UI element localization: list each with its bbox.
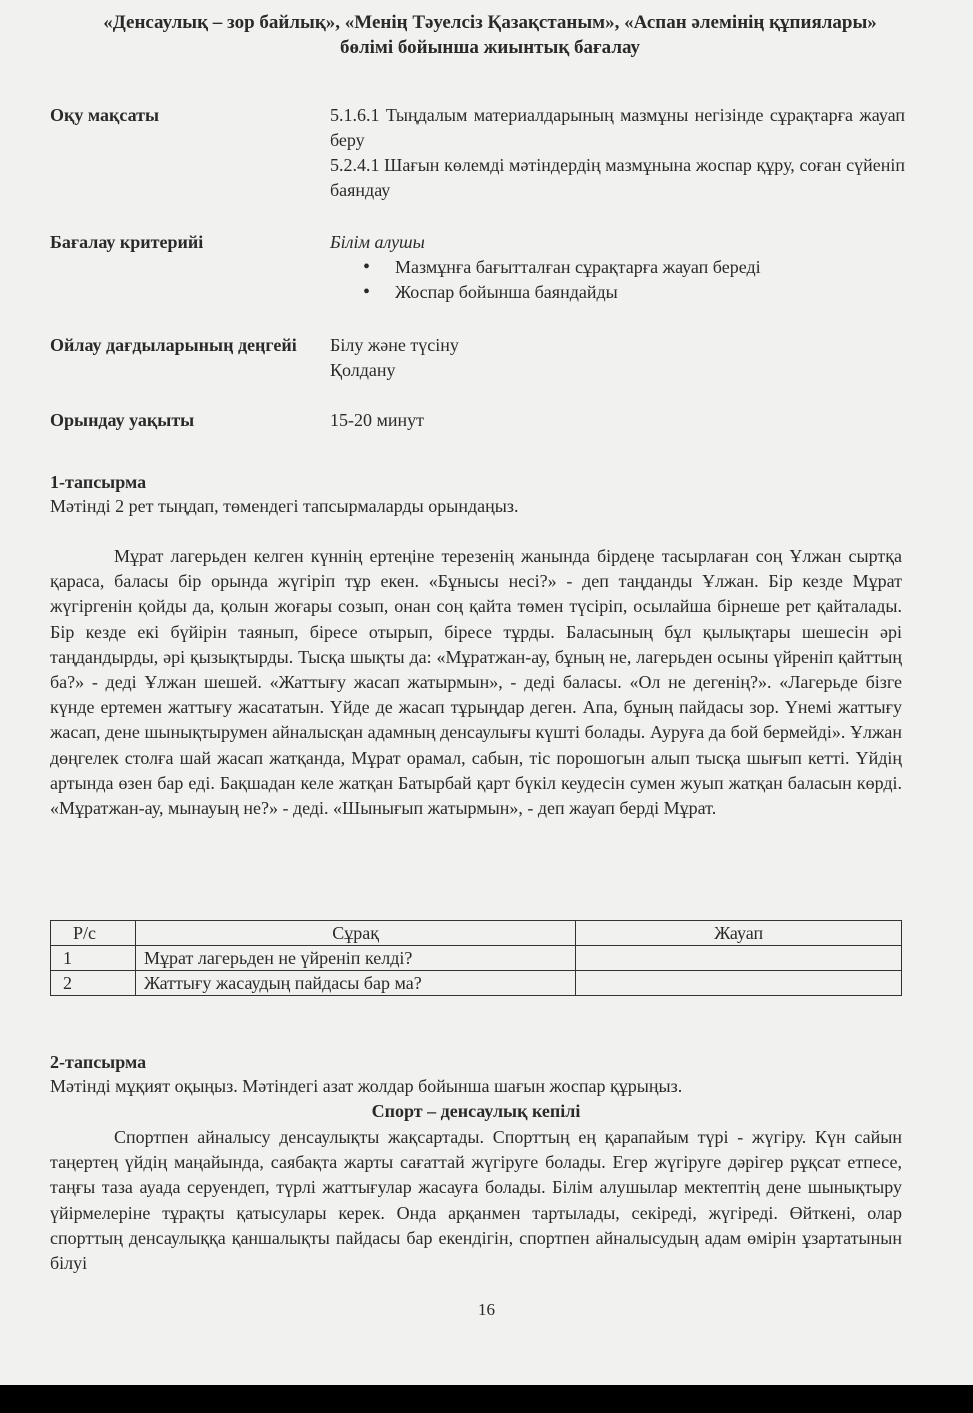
thinking-level-1: Білу және түсіну bbox=[330, 335, 459, 355]
page-title: «Денсаулық – зор байлық», «Менің Тәуелсіз Қазақстаным», «Аспан әлемінің құпиялары» бөлімі бойынша жиынтық бағалау bbox=[103, 12, 877, 58]
learning-goal-value bbox=[330, 103, 905, 203]
criteria-label: Бағалау критерийі bbox=[50, 232, 204, 252]
row-answer-cell[interactable] bbox=[576, 971, 902, 996]
time-label: Орындау уақыты bbox=[50, 410, 195, 430]
criteria-item: • Мазмұнға бағытталған сұрақтарға жауап береді bbox=[330, 255, 905, 280]
row-question: Жаттығу жасаудың пайдасы бар ма? bbox=[135, 971, 575, 996]
criteria-list bbox=[330, 255, 905, 305]
table-row bbox=[51, 971, 902, 996]
page-number: 16 bbox=[478, 1300, 495, 1319]
criteria-item: • Жоспар бойынша баяндайды bbox=[330, 280, 905, 305]
thinking-value bbox=[330, 333, 905, 383]
task2-instruction: Мәтінді мұқият оқыңыз. Мәтіндегі азат жолдар бойынша шағын жоспар құрыңыз. bbox=[50, 1076, 683, 1096]
thinking-label: Ойлау дағдыларының деңгейі bbox=[50, 335, 297, 355]
row-answer-cell[interactable] bbox=[576, 946, 902, 971]
task1-text: Мұрат лагерьден келген күннің ертеңіне терезенің жанында бірдеңе тасырлаған соң Ұлжан сыртқа қараса, баласы бір орында жүгіріп тұр екен. «Бұнысы несі?» - деп таңданды Ұлжан. Бір кезде Мұрат жүгіргенін қойды да, қолын жоғары созып, онан соң қайта төмен түсіріп, осылайша бірнеше рет қайталады. Бір кезде екі бүйірін таянып, біресе отырып, біресе тұрды. Баласының бұл қылықтары шешесін әрі таңдандырды, әрі қызықтырды. Тысқа шықты да: «Мұратжан-ау, бұның не, лагерьден осыны үйреніп қайттың ба?» - деді Ұлжан шешей. «Жаттығу жасап жатырмын», - деді баласы. «Ол не дегенің?». «Лагерьде бізге күнде ертемен жаттығу жасататын. Үйде де жасап тұрыңдар деген. Апа, бұның пайдасы зор. Үнемі жаттығу жасап, дене шынықтырумен айналысқан адамның денсаулығы күшті болады. Ауруға да бой бермейді». Ұлжан дөңгелек столға шай жасап жатқанда, Мұрат орамал, сабын, тіс порошогын алып тысқа шығып кетті. Үйдің артында өзен бар еді. Бақшадан келе жатқан Батырбай қарт бүкіл кеудесін сумен жуып жатқан баласын көрді. «Мұратжан-ау, мынауың не?» - деді. «Шынығып жатырмын», - деп жауап берді Мұрат. bbox=[50, 546, 902, 819]
criteria-value bbox=[330, 230, 905, 305]
col-header-number: Р/с bbox=[51, 921, 136, 946]
col-header-question: Сұрақ bbox=[135, 921, 575, 946]
qa-table bbox=[50, 920, 902, 996]
row-number: 1 bbox=[51, 946, 136, 971]
bottom-black-bar bbox=[0, 1385, 973, 1413]
task2-subtitle: Спорт – денсаулық кепілі bbox=[371, 1101, 581, 1121]
time-value: 15-20 минут bbox=[330, 410, 425, 430]
qa-table-header bbox=[51, 921, 902, 946]
learning-goal-label: Оқу мақсаты bbox=[50, 105, 160, 125]
row-question: Мұрат лагерьден не үйреніп келді? bbox=[135, 946, 575, 971]
thinking-level-2: Қолдану bbox=[330, 360, 396, 380]
learning-goal-2: 5.2.4.1 Шағын көлемді мәтіндердің мазмұнына жоспар құру, соған сүйеніп баяндау bbox=[330, 155, 905, 200]
task1-instruction: Мәтінді 2 рет тыңдап, төмендегі тапсырмаларды орындаңыз. bbox=[50, 496, 519, 516]
task2-text: Спортпен айналысу денсаулықты жақсартады. Спорттың ең қарапайым түрі - жүгіру. Күн сайын таңертең үйдің маңайында, саябақта жарты сағаттай жүгіруге болады. Егер жүгіруге дәрігер рұқсат етпесе, таңғы таза ауада серуендеп, түрлі жаттығулар жасауға болады. Білім алушылар мектептің дене шынықтыру үйірмелеріне тұрақты қатысулары керек. Онда арқанмен тартылады, секіреді, жүгіреді. Өйткені, олар спорттың денсаулыққа қаншалықты пайдасы бар екендігін, спортпен айналысудың адам өмірін ұзартатынын білуі bbox=[50, 1127, 902, 1274]
task1-heading: 1-тапсырма bbox=[50, 472, 147, 492]
col-header-answer: Жауап bbox=[576, 921, 902, 946]
row-number: 2 bbox=[51, 971, 136, 996]
criteria-intro: Білім алушы bbox=[330, 232, 425, 252]
task2-heading: 2-тапсырма bbox=[50, 1052, 147, 1072]
table-row bbox=[51, 946, 902, 971]
learning-goal-1: 5.1.6.1 Тыңдалым материалдарының мазмұны негізінде сұрақтарға жауап беру bbox=[330, 105, 905, 150]
